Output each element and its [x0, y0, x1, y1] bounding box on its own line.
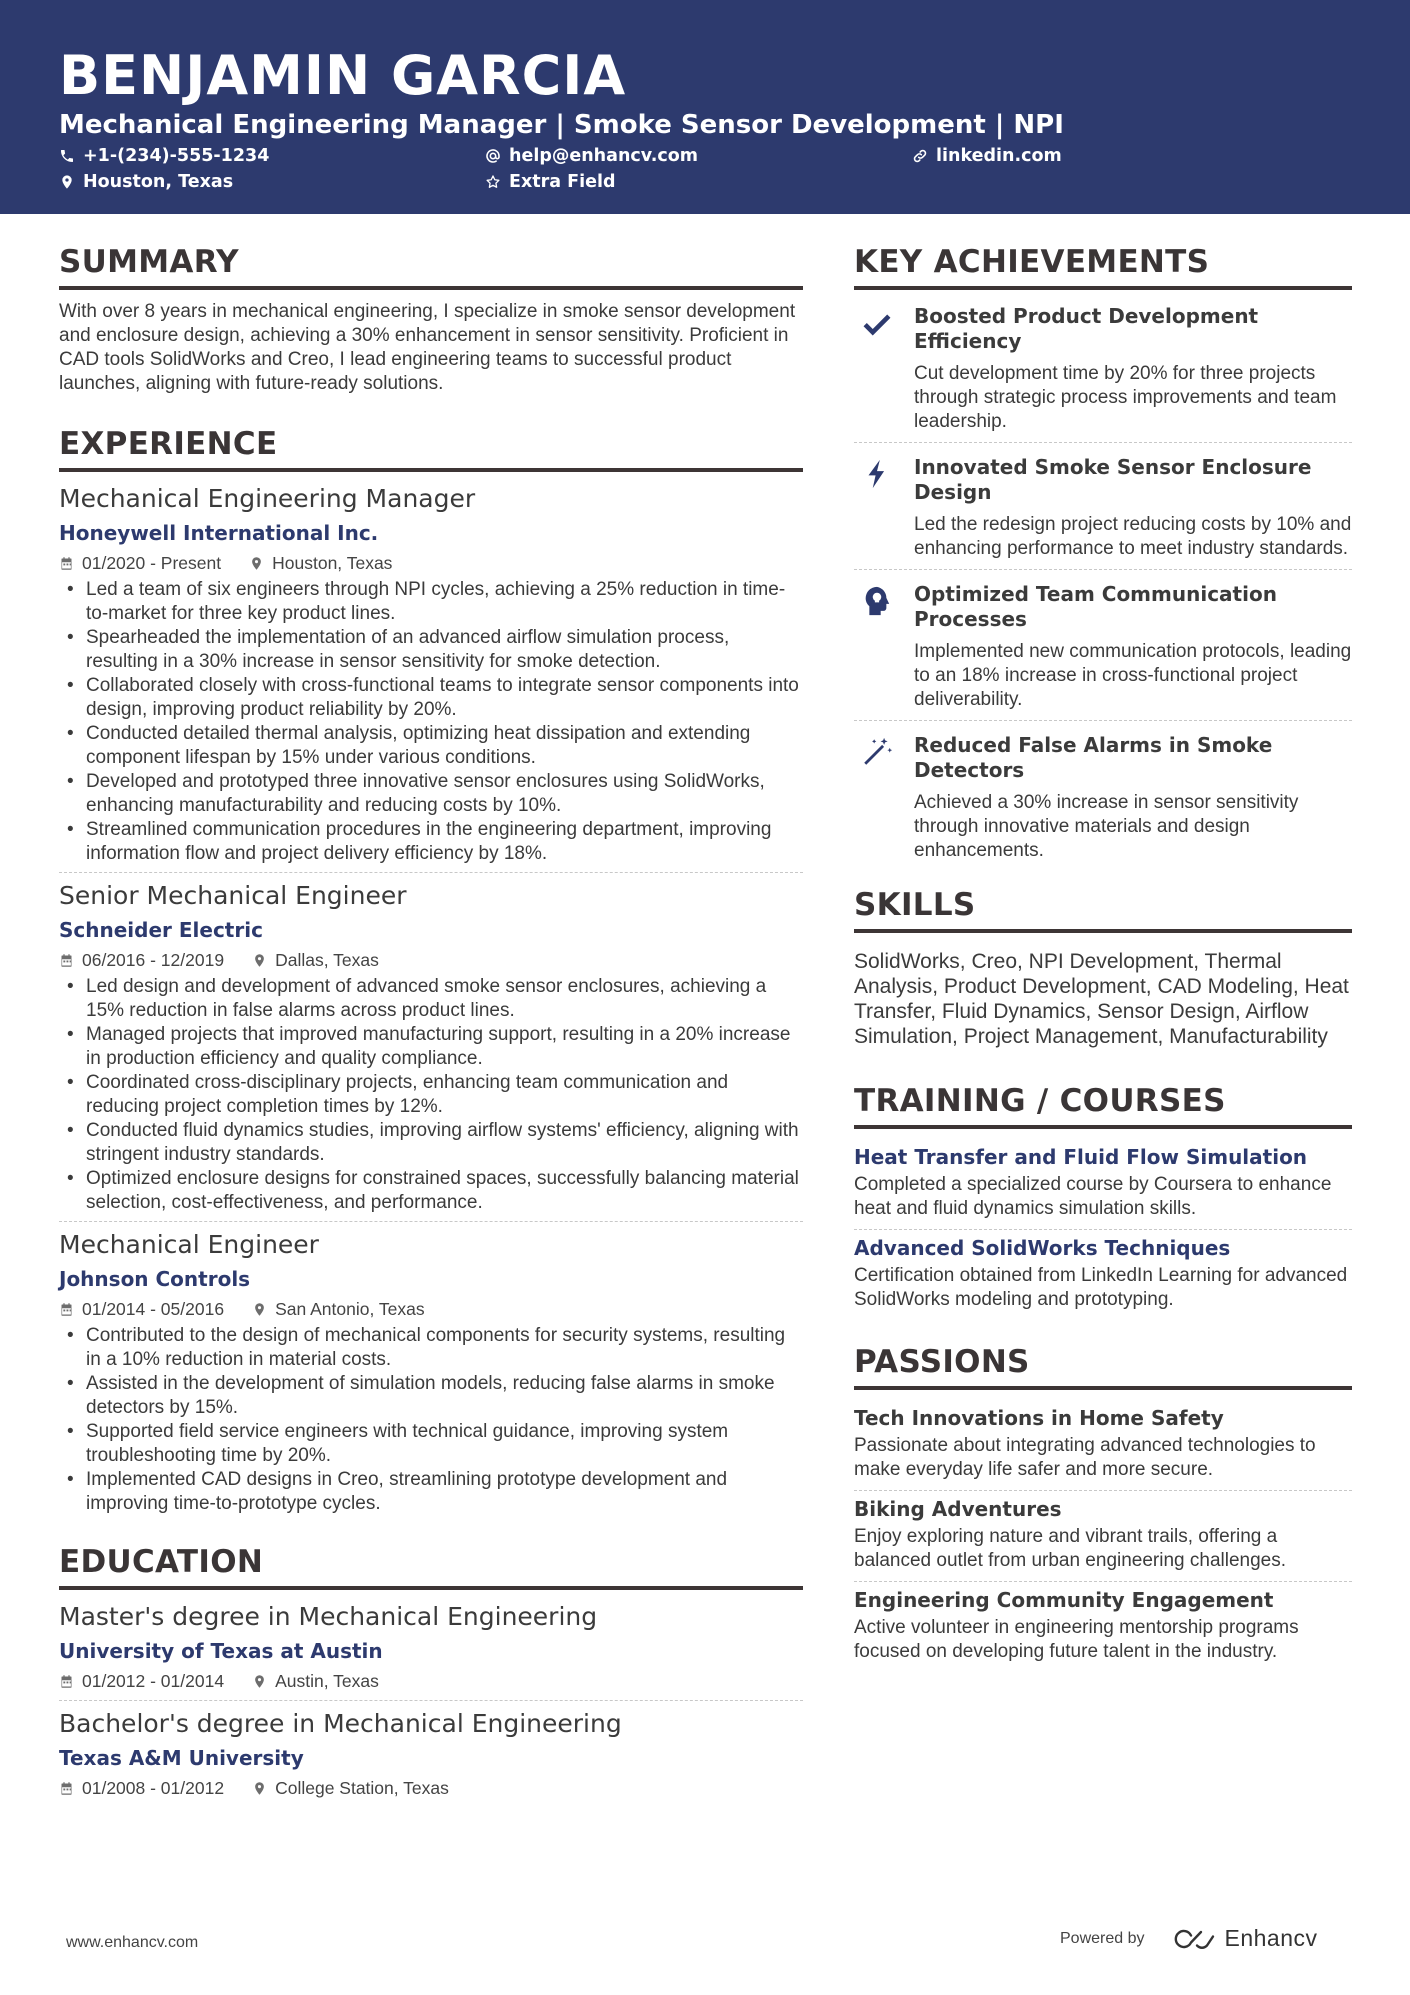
achievement-item	[854, 292, 1352, 443]
calendar-icon	[59, 1674, 74, 1689]
passion-item	[854, 1582, 1352, 1672]
training-title: Advanced SolidWorks Techniques	[854, 1236, 1231, 1260]
education-dates: 01/2008 - 01/2012	[82, 1778, 225, 1798]
skills-section	[854, 883, 1352, 1049]
passion-item	[854, 1400, 1352, 1491]
bullet-item: • Conducted fluid dynamics studies, improving airflow systems' efficiency, aligning with stringent industry standards.	[59, 1119, 803, 1167]
magic-wand-icon	[860, 735, 894, 769]
bullet-item: • Supported field service engineers with technical guidance, improving system troubleshooting time by 20%.	[59, 1420, 803, 1468]
bullet-item: • Implemented CAD designs in Creo, streamlining prototype development and improving time-to-prototype cycles.	[59, 1468, 803, 1516]
lightning-bolt-icon	[860, 457, 894, 491]
achievement-title: Innovated Smoke Sensor Enclosure Design	[914, 455, 1312, 504]
brand-name: Enhancv	[1224, 1925, 1318, 1951]
school-name: Texas A&M University	[59, 1746, 304, 1770]
location-pin-icon	[252, 1781, 267, 1796]
right-column	[854, 240, 1352, 1672]
section-title-skills: SKILLS	[854, 883, 1352, 933]
job-dates: 01/2014 - 05/2016	[82, 1299, 225, 1319]
head-brain-icon	[860, 584, 894, 618]
experience-entry	[59, 879, 803, 1222]
achievement-desc: Cut development time by 20% for three projects through strategic process improvements and team leadership.	[914, 363, 1337, 432]
location-pin-icon	[252, 1674, 267, 1689]
contact-email[interactable]	[485, 146, 698, 166]
training-desc: Certification obtained from LinkedIn Learning for advanced SolidWorks modeling and prototyping.	[854, 1265, 1348, 1310]
job-dates: 01/2020 - Present	[82, 553, 222, 573]
education-location: College Station, Texas	[275, 1778, 449, 1798]
experience-section	[59, 422, 803, 1522]
job-role: Mechanical Engineering Manager	[59, 484, 476, 513]
achievement-title: Boosted Product Development Efficiency	[914, 304, 1259, 353]
left-column	[59, 240, 803, 1813]
job-dates: 06/2016 - 12/2019	[82, 950, 225, 970]
contact-location	[59, 172, 233, 192]
experience-entry	[59, 482, 803, 873]
bullet-item: • Developed and prototyped three innovative sensor enclosures using SolidWorks, enhancing manufacturability and reducing costs by 10%.	[59, 770, 803, 818]
bullet-item: • Led design and development of advanced smoke sensor enclosures, achieving a 15% reduction in false alarms across product lines.	[59, 975, 803, 1023]
section-title-passions: PASSIONS	[854, 1340, 1352, 1390]
checkmark-icon	[860, 306, 894, 340]
passion-item	[854, 1491, 1352, 1582]
bullet-item: • Collaborated closely with cross-functional teams to integrate sensor components into design, improving product reliability by 20%.	[59, 674, 803, 722]
job-role: Senior Mechanical Engineer	[59, 881, 407, 910]
location-pin-icon	[252, 1302, 267, 1317]
job-meta	[59, 947, 803, 973]
job-role: Mechanical Engineer	[59, 1230, 319, 1259]
passion-title: Tech Innovations in Home Safety	[854, 1406, 1224, 1430]
summary-section	[59, 240, 803, 396]
bullet-item: • Coordinated cross-disciplinary projects, enhancing team communication and reducing project completion times by 12%.	[59, 1071, 803, 1119]
training-section	[854, 1079, 1352, 1320]
training-title: Heat Transfer and Fluid Flow Simulation	[854, 1145, 1308, 1169]
calendar-icon	[59, 556, 74, 571]
skills-list: SolidWorks, Creo, NPI Development, Thermal Analysis, Product Development, CAD Modeling, Heat Transfer, Fluid Dynamics, Sensor Design, Airflow Simulation, Project Management, Manufacturability	[854, 950, 1349, 1048]
candidate-name: BENJAMIN GARCIA	[59, 44, 627, 107]
education-entry	[59, 1707, 803, 1807]
bullet-item: • Spearheaded the implementation of an advanced airflow simulation process, resulting in a 30% increase in sensor sensitivity for smoke detection.	[59, 626, 803, 674]
passion-title: Engineering Community Engagement	[854, 1588, 1274, 1612]
location-pin-icon	[252, 953, 267, 968]
education-dates: 01/2012 - 01/2014	[82, 1671, 225, 1691]
bullet-item: • Managed projects that improved manufacturing support, resulting in a 20% increase in production efficiency and quality compliance.	[59, 1023, 803, 1071]
achievement-title: Reduced False Alarms in Smoke Detectors	[914, 733, 1273, 782]
contact-phone[interactable]	[59, 146, 269, 166]
job-company: Schneider Electric	[59, 918, 263, 942]
bullet-item: • Assisted in the development of simulation models, reducing false alarms in smoke detectors by 15%.	[59, 1372, 803, 1420]
job-company: Johnson Controls	[59, 1267, 251, 1291]
extra-field-text: Extra Field	[509, 172, 616, 192]
calendar-icon	[59, 953, 74, 968]
star-icon	[485, 174, 501, 190]
training-item	[854, 1139, 1352, 1230]
section-title-experience: EXPERIENCE	[59, 422, 803, 472]
location-pin-icon	[59, 174, 75, 190]
at-sign-icon	[485, 148, 501, 164]
achievement-desc: Implemented new communication protocols, leading to an 18% increase in cross-functional project deliverability.	[914, 641, 1352, 710]
education-entry	[59, 1600, 803, 1701]
achievement-item	[854, 721, 1352, 871]
job-bullets	[59, 975, 803, 1215]
enhancv-logo-icon	[1171, 1927, 1217, 1951]
job-bullets	[59, 578, 803, 866]
contact-info	[59, 146, 1410, 202]
achievements-section	[854, 240, 1352, 871]
passion-desc: Passionate about integrating advanced technologies to make everyday life safer and more secure.	[854, 1435, 1316, 1480]
section-title-achievements: KEY ACHIEVEMENTS	[854, 240, 1352, 290]
job-location: San Antonio, Texas	[275, 1299, 425, 1319]
phone-text: +1-(234)-555-1234	[83, 146, 270, 166]
bullet-item: • Led a team of six engineers through NPI cycles, achieving a 25% reduction in time-to-market for three key product lines.	[59, 578, 803, 626]
link-icon	[912, 148, 928, 164]
education-meta	[59, 1668, 803, 1694]
job-meta	[59, 1296, 803, 1322]
location-text: Houston, Texas	[83, 172, 234, 192]
job-location: Dallas, Texas	[275, 950, 379, 970]
calendar-icon	[59, 1781, 74, 1796]
bullet-item: • Streamlined communication procedures in the engineering department, improving information flow and project delivery efficiency by 18%.	[59, 818, 803, 866]
bullet-item: • Optimized enclosure designs for constrained spaces, successfully balancing material selection, cost-effectiveness, and performance.	[59, 1167, 803, 1215]
education-section	[59, 1540, 803, 1807]
linkedin-text: linkedin.com	[936, 146, 1062, 166]
training-item	[854, 1230, 1352, 1320]
summary-text: With over 8 years in mechanical engineering, I specialize in smoke sensor development and enclosure design, achieving a 30% enhancement in sensor sensitivity. Proficient in CAD tools SolidWorks and Creo, I lead engineering teams to successful product launches, aligning with future-ready solutions.	[59, 301, 796, 394]
job-meta	[59, 550, 803, 576]
resume-header	[0, 0, 1410, 214]
training-desc: Completed a specialized course by Coursera to enhance heat and fluid dynamics simulation skills.	[854, 1174, 1332, 1219]
achievement-title: Optimized Team Communication Processes	[914, 582, 1277, 631]
footer-website[interactable]: www.enhancv.com	[66, 1934, 199, 1951]
passions-section	[854, 1340, 1352, 1672]
degree-title: Master's degree in Mechanical Engineering	[59, 1602, 598, 1631]
education-meta	[59, 1775, 803, 1801]
powered-by-label: Powered by	[1060, 1929, 1145, 1947]
passion-desc: Active volunteer in engineering mentorship programs focused on developing future talent in the industry.	[854, 1617, 1299, 1662]
job-location: Houston, Texas	[272, 553, 393, 573]
email-text: help@enhancv.com	[509, 146, 699, 166]
section-title-education: EDUCATION	[59, 1540, 803, 1590]
achievement-desc: Achieved a 30% increase in sensor sensitivity through innovative materials and design enhancements.	[914, 792, 1299, 861]
contact-linkedin[interactable]	[912, 146, 1062, 166]
job-company: Honeywell International Inc.	[59, 521, 379, 545]
achievement-item	[854, 443, 1352, 570]
achievement-item	[854, 570, 1352, 721]
section-title-summary: SUMMARY	[59, 240, 803, 290]
education-location: Austin, Texas	[275, 1671, 379, 1691]
contact-extra	[485, 172, 616, 192]
footer-branding	[1060, 1925, 1318, 1952]
degree-title: Bachelor's degree in Mechanical Engineering	[59, 1709, 622, 1738]
bullet-item: • Contributed to the design of mechanical components for security systems, resulting in a 10% reduction in material costs.	[59, 1324, 803, 1372]
candidate-title: Mechanical Engineering Manager | Smoke Sensor Development | NPI	[59, 110, 1064, 140]
bullet-item: • Conducted detailed thermal analysis, optimizing heat dissipation and extending component lifespan by 15% under various conditions.	[59, 722, 803, 770]
location-pin-icon	[249, 556, 264, 571]
passion-desc: Enjoy exploring nature and vibrant trails, offering a balanced outlet from urban engineering challenges.	[854, 1526, 1287, 1571]
phone-icon	[59, 148, 75, 164]
enhancv-logo[interactable]	[1171, 1925, 1318, 1952]
passion-title: Biking Adventures	[854, 1497, 1062, 1521]
experience-entry	[59, 1228, 803, 1522]
school-name: University of Texas at Austin	[59, 1639, 383, 1663]
calendar-icon	[59, 1302, 74, 1317]
achievement-desc: Led the redesign project reducing costs by 10% and enhancing performance to meet industry standards.	[914, 514, 1352, 559]
job-bullets	[59, 1324, 803, 1516]
section-title-training: TRAINING / COURSES	[854, 1079, 1352, 1129]
